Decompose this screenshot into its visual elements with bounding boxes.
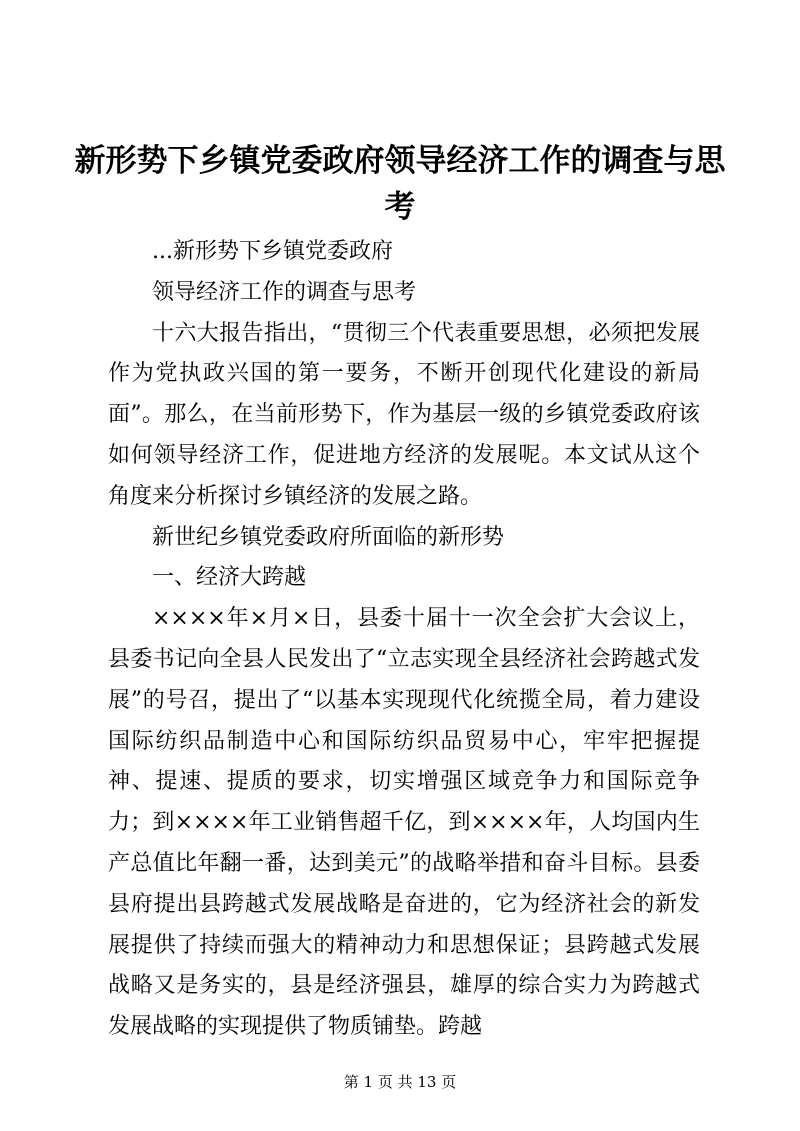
subsection-heading: 一、经济大跨越 — [152, 565, 307, 591]
document-body — [108, 232, 700, 1048]
document-title: 新形势下乡镇党委政府领导经济工作的调查与思考 — [74, 143, 726, 225]
paragraph: 领导经济工作的调查与思考 — [152, 279, 417, 305]
page-number-footer: 第 1 页 共 13 页 — [343, 1073, 457, 1091]
section-heading: 新世纪乡镇党委政府所面临的新形势 — [152, 524, 505, 550]
paragraph: 十六大报告指出，“贯彻三个代表重要思想，必须把发展作为党执政兴国的第一要务，不断开创现代化建设的新局面”。那么，在当前形势下，作为基层一级的乡镇党委政府该如何领导经济工作，促进地方经济的发展呢。本文试从这个角度来分析探讨乡镇经济的发展之路。 — [108, 320, 700, 509]
paragraph: ...新形势下乡镇党委政府 — [152, 239, 393, 264]
paragraph: ××××年×月×日，县委十届十一次全会扩大会议上，县委书记向全县人民发出了“立志实现全县经济社会跨越式发展”的号召，提出了“以基本实现现代化统揽全局，着力建设国际纺织品制造中心和国际纺织品贸易中心，牢牢把握提神、提速、提质的要求，切实增强区域竞争力和国际竞争力；到××××年工业销售超千亿，到××××年，人均国内生产总值比年翻一番，达到美元”的战略举措和奋斗目标。县委县府提出县跨越式发展战略是奋进的，它为经济社会的新发展提供了持续而强大的精神动力和思想保证；县跨越式发展战略又是务实的，县是经济强县，雄厚的综合实力为跨越式发展战略的实现提供了物质铺垫。跨越 — [108, 606, 700, 1040]
